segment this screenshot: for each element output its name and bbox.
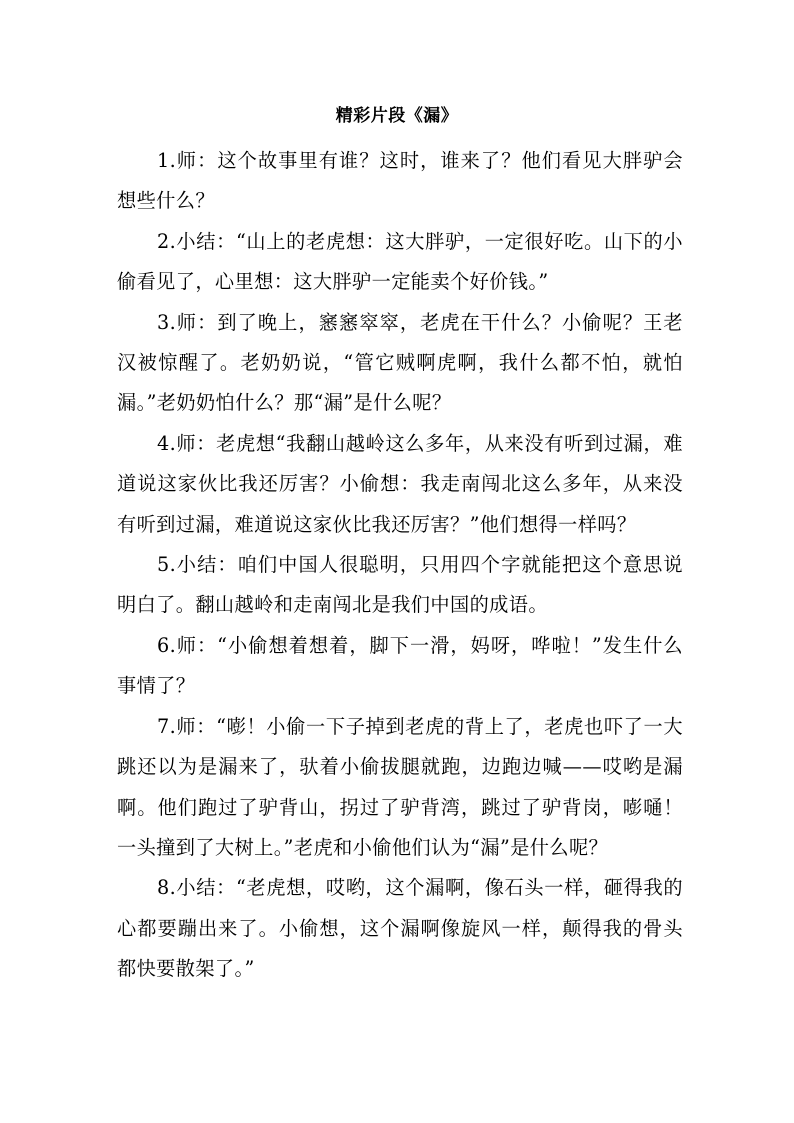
document-body — [117, 141, 683, 990]
paragraph-8: 8.小结：“老虎想，哎哟，这个漏啊，像石头一样，砸得我的心都要蹦出来了。小偷想，这个漏啊像旋风一样，颠得我的骨头都快要散架了。” — [117, 876, 683, 981]
paragraph-5: 5.小结：咱们中国人很聪明，只用四个字就能把这个意思说明白了。翻山越岭和走南闯北是我们中国的成语。 — [117, 553, 683, 617]
paragraph-7: 7.师：“嘭！小偷一下子掉到老虎的背上了，老虎也吓了一大跳还以为是漏来了，驮着小偷拔腿就跑，边跑边喊——哎哟是漏啊。他们跑过了驴背山，拐过了驴背湾，跳过了驴背岗，嘭嗵！一头撞到了大树上。”老虎和小偷他们认为“漏”是什么呢？ — [117, 714, 683, 859]
paragraph-6: 6.师：“小偷想着想着，脚下一滑，妈呀，哗啦！”发生什么事情了？ — [117, 633, 683, 698]
paragraph-3: 3.师：到了晚上，窸窸窣窣，老虎在干什么？小偷呢？王老汉被惊醒了。老奶奶说，“管它贼啊虎啊，我什么都不怕，就怕漏。”老奶奶怕什么？那“漏”是什么呢？ — [117, 310, 683, 415]
paragraph-2: 2.小结：“山上的老虎想：这大胖驴，一定很好吃。山下的小偷看见了，心里想：这大胖驴一定能卖个好价钱。” — [117, 229, 683, 294]
document-title: 精彩片段《漏》 — [335, 106, 459, 126]
paragraph-4: 4.师：老虎想“我翻山越岭这么多年，从来没有听到过漏，难道说这家伙比我还厉害？小偷想：我走南闯北这么多年，从来没有听到过漏，难道说这家伙比我还厉害？”他们想得一样吗？ — [117, 431, 683, 536]
paragraph-1: 1.师：这个故事里有谁？这时，谁来了？他们看见大胖驴会想些什么？ — [117, 149, 683, 213]
